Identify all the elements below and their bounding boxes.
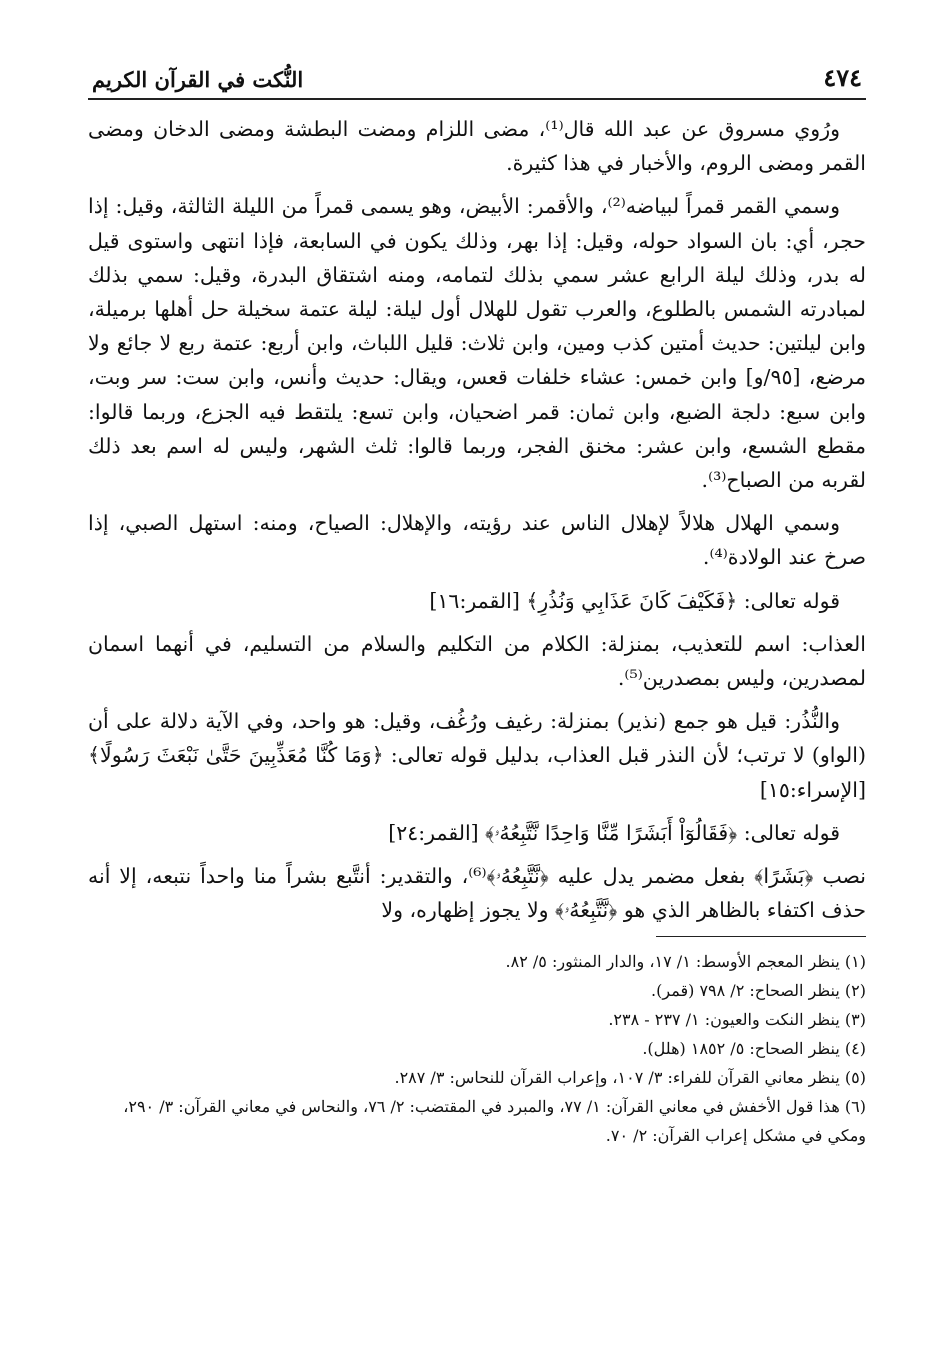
footnote: (٣) ينظر النكت والعيون: ١/ ٢٣٧ - ٢٣٨. bbox=[608, 1010, 866, 1030]
footnote: (٥) ينظر معاني القرآن للفراء: ٣/ ١٠٧، وإعراب القرآن للنحاس: ٣/ ٢٨٧. bbox=[394, 1068, 866, 1088]
verse-heading: قوله تعالى: ﴿فَكَيْفَ كَانَ عَذَابِي وَنُذُرِ﴾ [القمر:١٦] bbox=[429, 588, 840, 613]
paragraph: وسمي الهلال هلالاً لإهلال الناس عند رؤيته، والإهلال: الصياح، ومنه: استهل الصبي، إذا صرخ عند الولادة⁽⁴⁾. bbox=[88, 511, 866, 570]
page-number: ٤٧٤ bbox=[823, 63, 862, 92]
verse-heading: قوله تعالى: ﴿فَقَالُوٓاْ أَبَشَرًا مِّنَّا وَاحِدًا نَّتَّبِعُهُۥ﴾ [القمر:٢٤] bbox=[388, 820, 840, 845]
paragraph: وسمي القمر قمراً لبياضه⁽²⁾، والأقمر: الأبيض، وهو يسمى قمراً من الليلة الثالثة، وقيل: إذا حجر، أي: بان السواد حوله، وقيل: إذا بهر، وذلك يكون في السابعة، فإذا انتهى واستوى قيل له بدر، وذلك ليلة الرابع عشر سمي بذلك لتمامه، ومنه اشتقاق البدرة، وقيل: سمي بذلك لمبادرته الشمس بالطلوع، والعرب تقول للهلال أول ليلة: ليلة عتمة سخيلة حل أهلها برميلة، وابن ليلتين: حديث أمتين كذب ومين، وابن ثلاث: قليل اللباث، وابن أربع: عتمة ربع لا جائع ولا مرضع، [٩٥/و] وابن خمس: عشاء خلفات قعس، ويقال: حديث وأنس، وابن ست: سر وبت، وابن سبع: دلجة الضبع، وابن ثمان: قمر اضحيان، وابن تسع: يلتقط فيه الجزع، وربما قالوا: مقطع الشسع، وابن عشر: مخنق الفجر، وربما قالوا: ثلث الشهر، وليس له اسم بعد ذلك لقربه من الصباح⁽³⁾. bbox=[88, 194, 866, 493]
book-page bbox=[88, 48, 866, 1150]
page-header bbox=[88, 48, 866, 100]
footnote: (٤) ينظر الصحاح: ٥/ ١٨٥٢ (هلل). bbox=[642, 1039, 866, 1059]
paragraph: والنُّذُر: قيل هو جمع (نذير) بمنزلة: رغيف ورُغُف، وقيل: هو واحد، وفي الآية دلالة على أن (الواو) لا ترتب؛ لأن النذر قبل العذاب، بدليل قوله تعالى: ﴿وَمَا كُنَّا مُعَذِّبِينَ حَتَّىٰ نَبْعَثَ رَسُولًا﴾ [الإسراء:١٥] bbox=[88, 709, 866, 802]
paragraph: نصب ﴿بَشَرًا﴾ بفعل مضمر يدل عليه ﴿نَّتَّبِعُهُۥ﴾⁽⁶⁾، والتقدير: أنتَّبع بشراً منا واحداً نتبعه، إلا أنه حذف اكتفاء بالظاهر الذي هو ﴿نَّتَّبِعُهُۥ﴾ ولا يجوز إظهاره، ولا bbox=[88, 864, 866, 923]
main-text bbox=[88, 112, 866, 927]
paragraph: العذاب: اسم للتعذيب، بمنزلة: الكلام من التكليم والسلام من التسليم، في أنهما اسمان لمصدرين، وليس بمصدرين⁽⁵⁾. bbox=[88, 631, 866, 691]
book-title: النُّكت في القرآن الكريم bbox=[92, 67, 304, 92]
footnote: (١) ينظر المعجم الأوسط: ١/ ١٧، والدار المنثور: ٥/ ٨٢. bbox=[505, 952, 866, 972]
footnotes bbox=[88, 947, 866, 1150]
footnote: (٢) ينظر الصحاح: ٢/ ٧٩٨ (قمر). bbox=[651, 981, 866, 1001]
paragraph: ورُوي مسروق عن عبد الله قال⁽¹⁾، مضى اللزام ومضت البطشة ومضى الدخان ومضى القمر ومضى الروم، والأخبار في هذا كثيرة. bbox=[88, 117, 866, 176]
footnote: (٦) هذا قول الأخفش في معاني القرآن: ١/ ٧٧، والمبرد في المقتضب: ٢/ ٧٦، والنحاس في معاني القرآن: ٣/ ٢٩٠، ومكي في مشكل إعراب القرآن: ٢/ ٧٠. bbox=[123, 1097, 866, 1146]
footnote-divider bbox=[656, 936, 866, 937]
